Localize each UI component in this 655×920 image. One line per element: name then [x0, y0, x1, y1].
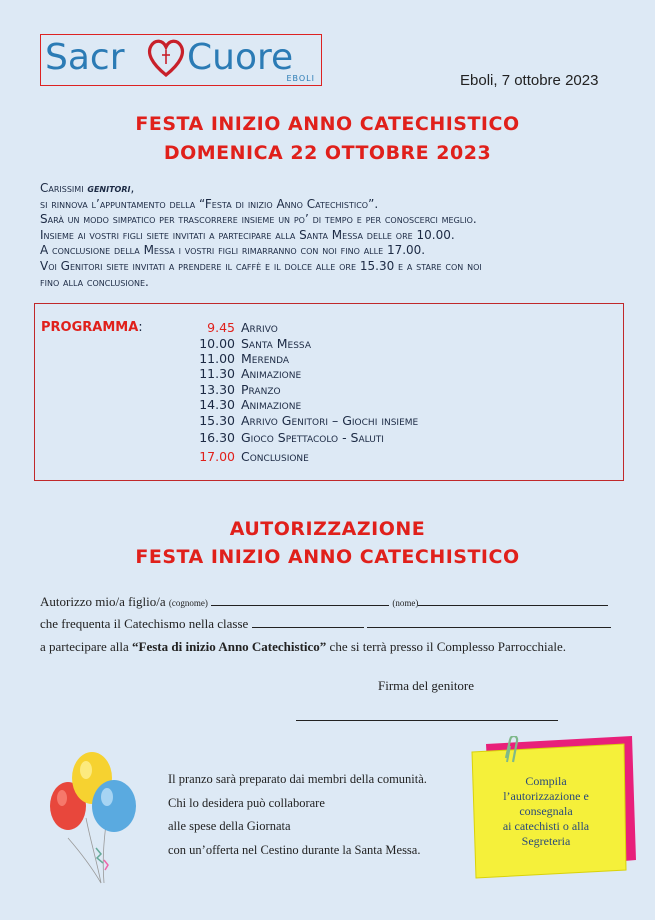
letter-line: Insieme ai vostri figli siete invitati a partecipare alla Santa Messa delle ore 10.00.	[40, 227, 455, 242]
signature-label: Firma del genitore	[378, 678, 475, 693]
letter-line: si rinnova l’appuntamento della “Festa di inizio Anno Catechistico”.	[40, 196, 379, 211]
programma-time: 13.30	[199, 382, 235, 397]
programma-item	[195, 351, 289, 367]
cognome-field[interactable]	[211, 594, 389, 606]
class-field-extra[interactable]	[367, 616, 611, 628]
programma-activity: Animazione	[241, 366, 302, 381]
programma-time: 15.30	[199, 413, 235, 428]
heart-cross-icon	[147, 37, 185, 79]
programma-label: PROGRAMMA:	[41, 320, 143, 335]
programma-item	[195, 449, 309, 465]
programma-item	[195, 397, 301, 413]
programma-time: 10.00	[199, 336, 235, 351]
programma-activity: Merenda	[241, 351, 290, 366]
programma-time: 14.30	[199, 397, 235, 412]
programma-time: 17.00	[199, 449, 235, 464]
class-field[interactable]	[252, 616, 364, 628]
programma-time: 11.30	[199, 366, 235, 381]
form-line-participation: a partecipare alla “Festa di inizio Anno Catechistico” che si terrà presso il Complesso Parrocchiale.	[40, 639, 567, 654]
programma-activity: Arrivo Genitori – Giochi insieme	[241, 413, 419, 428]
letter-date: Eboli, 7 ottobre 2023	[460, 72, 599, 89]
nome-field[interactable]	[418, 594, 608, 606]
programma-activity: Gioco Spettacolo - Saluti	[241, 430, 384, 445]
nome-label: (nome)	[392, 598, 419, 608]
programma-item	[195, 430, 384, 446]
page-title-line2: DOMENICA 22 OTTOBRE 2023	[163, 142, 492, 164]
sticky-note-text: Compila l’autorizzazione e consegnala ai catechisti o alla Segreteria	[502, 774, 590, 848]
authorization-subtitle: FESTA INIZIO ANNO CATECHISTICO	[135, 546, 520, 568]
programma-time: 11.00	[199, 351, 235, 366]
lunch-line: con un’offerta nel Cestino durante la Santa Messa.	[168, 842, 421, 857]
programma-activity: Pranzo	[241, 382, 281, 397]
programma-box	[34, 303, 624, 481]
lunch-line: alle spese della Giornata	[168, 819, 291, 833]
letter-body	[40, 181, 630, 290]
programma-time: 9.45	[207, 320, 235, 335]
programma-activity: Santa Messa	[241, 336, 311, 351]
balloons-icon	[46, 748, 146, 888]
programma-activity: Arrivo	[241, 320, 278, 335]
page-title-line1: FESTA INIZIO ANNO CATECHISTICO	[135, 113, 520, 135]
letter-line: Voi Genitori siete invitati a prendere il caffè e il dolce alle ore 15.30 e a stare con noi	[40, 258, 482, 273]
greeting-bold: genitori	[87, 181, 131, 195]
lunch-info	[168, 768, 468, 862]
letter-greeting: Carissimi genitori,	[40, 181, 135, 195]
programma-item	[195, 336, 311, 352]
letter-line: fino alla conclusione.	[40, 274, 149, 289]
programma-time: 16.30	[199, 430, 235, 445]
letter-line: Sarà un modo simpatico per trascorrere insieme un po’ di tempo e per conoscerci meglio.	[40, 212, 477, 227]
programma-item	[195, 413, 418, 429]
authorization-title: AUTORIZZAZIONE	[229, 518, 426, 540]
programma-activity: Conclusione	[241, 449, 309, 464]
programma-activity: Animazione	[241, 397, 302, 412]
programma-item	[195, 366, 301, 382]
signature-field[interactable]	[296, 720, 558, 721]
lunch-line: Il pranzo sarà preparato dai membri della comunità.	[168, 772, 427, 786]
form-line-class: che frequenta il Catechismo nella classe	[40, 616, 611, 632]
logo-text-left: Sacr	[45, 37, 125, 78]
letter-line: A conclusione della Messa i vostri figli rimarranno con noi fino alle 17.00.	[40, 243, 426, 258]
logo-subtitle: EBOLI	[286, 74, 315, 83]
form-line-child: Autorizzo mio/a figlio/a (cognome) (nome)	[40, 594, 608, 610]
logo-text-right: Cuore	[187, 37, 294, 78]
programma-item	[195, 320, 278, 336]
cognome-label: (cognome)	[168, 598, 208, 608]
logo	[40, 34, 322, 86]
programma-item	[195, 382, 281, 398]
lunch-line: Chi lo desidera può collaborare	[168, 795, 325, 810]
